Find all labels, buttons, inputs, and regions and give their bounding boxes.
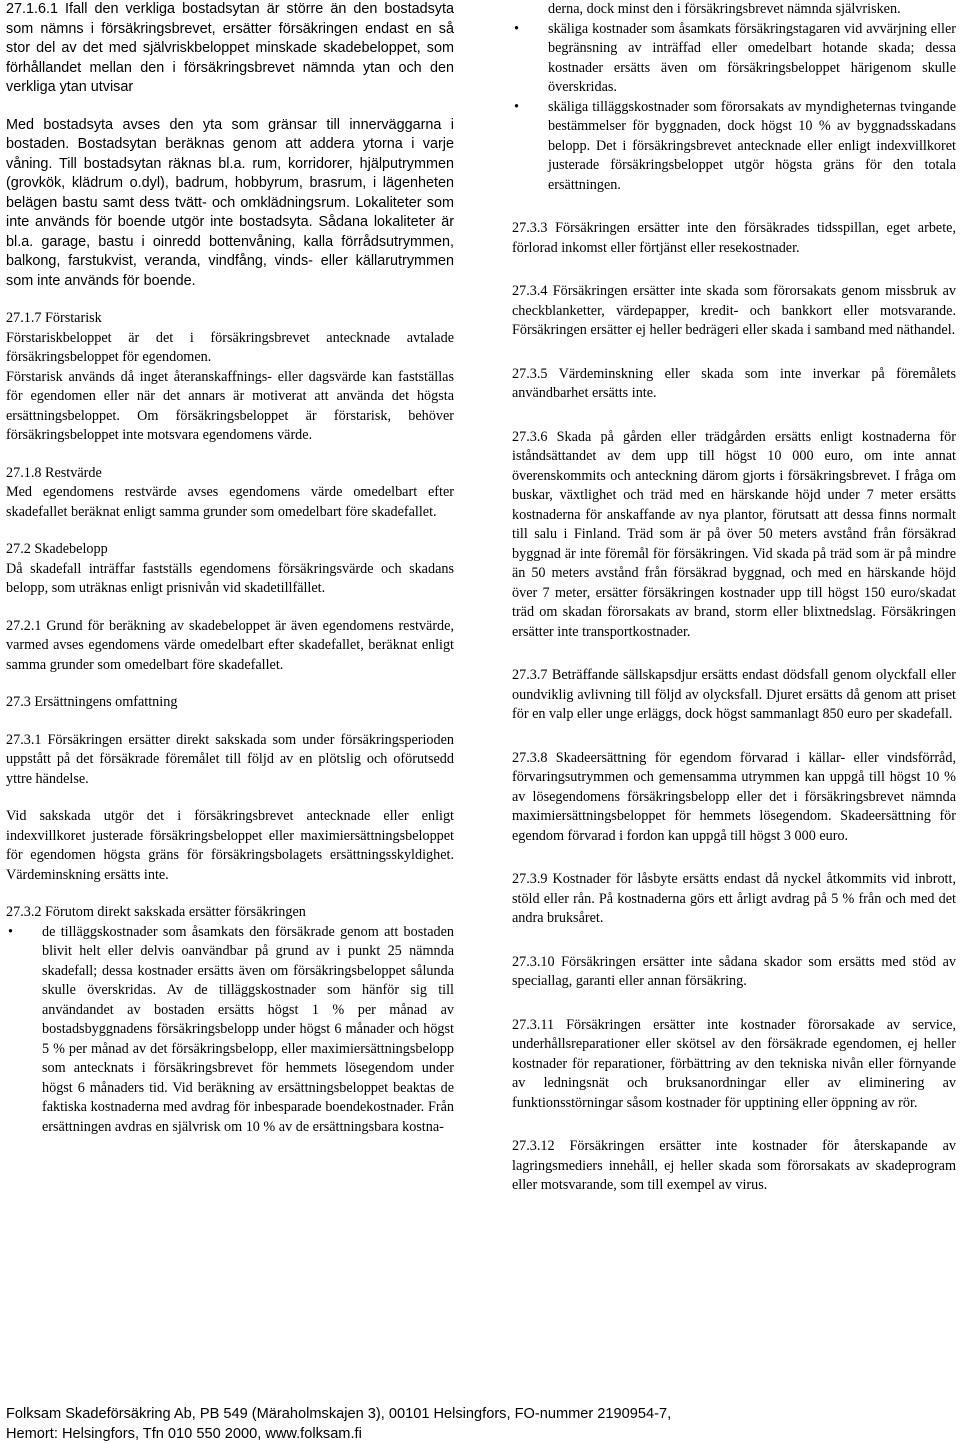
- paragraph-27-3-2: 27.3.2 Förutom direkt sakskada ersätter försäkringen: [6, 904, 306, 920]
- paragraph-27-3-3: 27.3.3 Försäkringen ersätter inte den försäkrades tidsspillan, eget arbete, förlorad inkomst eller förtjänst eller resekostnader.: [512, 220, 956, 256]
- paragraph-27-3-12: 27.3.12 Försäkringen ersätter inte kostnader för återskapande av lagringsmediers innehåll, ej heller skada som förorsakats av skadeprogram eller motsvarande, som till exempel av virus.: [512, 1138, 956, 1193]
- list-item: [512, 20, 956, 98]
- heading-27-1-7: 27.1.7 Förstarisk: [6, 310, 102, 326]
- right-column: [512, 0, 956, 1196]
- bullet-icon: •: [514, 20, 519, 37]
- list-item: [6, 923, 454, 1138]
- list-item-text: skäliga kostnader som åsamkats försäkringstagaren vid avvärjning eller begränsning av inträffad eller omedelbart hotande skada; dessa kostnader ersätts även om försäkringsbeloppet härigenom skulle överskridas.: [548, 20, 956, 95]
- heading-27-3: 27.3 Ersättningens omfattning: [6, 694, 178, 710]
- paragraph-27-1-6-1: 27.1.6.1 Ifall den verkliga bostadsytan är större än den bostadsyta som nämns i försäkringsbrevet, ersätter försäkringen endast en så stor del av det med självriskbeloppet minskade skadebeloppet, som förhållandet mellan den i försäkringsbrevet nämnda ytan och den verkliga ytan utvisar: [6, 1, 454, 95]
- paragraph-27-3-1-b: Vid sakskada utgör det i försäkringsbrevet antecknade eller enligt indexvillkoret justerade försäkringsbeloppet eller maximiersättningsbeloppet för egendomen högsta gräns för försäkringsbolagets ersättningsskyldighet. Värdeminskning ersätts inte.: [6, 808, 454, 883]
- list-item-text: skäliga tilläggskostnader som förorsakats av myndigheternas tvingande bestämmelser för byggnaden, dock högst 10 % av byggnadsskadans belopp. Det i försäkringsbrevet antecknade eller enligt indexvillkoret justerade försäkringsbeloppet utgör högsta gräns för den totala ersättningen.: [548, 98, 956, 193]
- paragraph-27-3-8: 27.3.8 Skadeersättning för egendom förvarad i källar- eller vindsförråd, förvaringsutrymmen och gemensamma utrymmen kan uppgå till högst 10 % av lösegendomens försäkringsbelopp eller det i försäkringsbrevet nämnda maximiersättningsbeloppet för hemmets lösegendom. Skadeersättning för egendom förvarad i fordon kan uppgå till högst 3 000 euro.: [512, 749, 956, 844]
- page-footer: [6, 1404, 956, 1444]
- paragraph-27-1-7-b: Förstarisk används då inget återanskaffnings- eller dagsvärde kan fastställas för egendomen eller när det annars är motiverat att använda det högsta ersättningsbeloppet. Om försäkringsbeloppet är förstarisk, behöver försäkringsbeloppet inte motsvara egendomens värde.: [6, 368, 454, 443]
- paragraph-27-3-11: 27.3.11 Försäkringen ersätter inte kostnader förorsakade av service, underhållsreparationer eller skötsel av den försäkrade egendomen, ej heller kostnader för reparationer, förbättring av den tekniska nivån eller förnyande av ledningsnät och bruksanordningar eller av eliminering av funktionsstörningar såsom kostnader för upptining eller öppning av rör.: [512, 1016, 956, 1111]
- list-item-text: derna, dock minst den i försäkringsbrevet nämnda självrisken.: [548, 1, 901, 17]
- bullet-icon: •: [514, 98, 519, 115]
- paragraph-27-3-6: 27.3.6 Skada på gården eller trädgården ersätts enligt kostnaderna för iståndsättandet av dem upp till högst 10 000 euro, om inte annat överenskommits och anteckning därom gjorts i försäkringsbrevet. I fråga om buskar, växtlighet och träd med en härskande höjd under 7 meter ersätts kostnaderna för anskaffande av nya plantor, förutsatt att dessa finns normalt till salu i Finland. Träd som är på över 50 meters avstånd från försäkrad byggnad är inte föremål för försäkringen. Vid skada på träd som är på mindre än 50 meters avstånd från försäkrad byggnad, och med en härskande höjd över 7 meter, ersätter försäkringen kostnader upp till högst 150 euro/skadat träd om skadan förorsakats av brand, storm eller blixtnedslag. Försäkringen ersätter inte transportkostnader.: [512, 428, 956, 640]
- paragraph-27-3-9: 27.3.9 Kostnader för låsbyte ersätts endast då nyckel åtkommits vid inbrott, stöld eller rån. På kostnaderna görs ett årligt avdrag på 5 % från och med det andra bruksåret.: [512, 871, 956, 926]
- bullet-icon: •: [8, 923, 13, 940]
- paragraph-27-1-8: Med egendomens restvärde avses egendomens värde omedelbart efter skadefallet beräknat enligt samma grunder som omedelbart före skadefallet.: [6, 484, 454, 520]
- paragraph-27-2-1: 27.2.1 Grund för beräkning av skadebeloppet är även egendomens restvärde, varmed avses egendomens värde omedelbart efter skadefallet, beräknat enligt samma grunder som omedelbart före skadefallet.: [6, 617, 454, 673]
- paragraph-27-2: Då skadefall inträffar fastställs egendomens försäkringsvärde och skadans belopp, som uträknas enligt prisnivån vid skadetillfället.: [6, 560, 454, 596]
- list-item-text: de tilläggskostnader som åsamkats den försäkrade genom att bostaden blivit helt eller delvis oanvändbar på grund av i punkt 25 nämnda skadefall; dessa kostnader ersätts även om försäkringsbeloppet sålunda skulle överskridas. Av de tilläggskostnader som hänför sig till användandet av bostaden ersätts högst 1 % per månad av bostadsbyggnadens försäkringsbelopp under högst 6 månader och högst 5 % per månad av det försäkringsbelopp, eller maximiersättningsbelopp som antecknats i försäkringsbrevet för hemmets lösegendom under högst 6 månaders tid. Vid beräkning av ersättningsbeloppet beaktas de faktiska kostnaderna med avdrag för inbesparade boendekostnader. Från ersättningen avdras en självrisk om 10 % av de ersättningsbara kostna-: [42, 923, 454, 1135]
- left-column: [6, 0, 454, 1137]
- paragraph-27-3-5: 27.3.5 Värdeminskning eller skada som inte inverkar på föremålets användbarhet ersätts inte.: [512, 365, 956, 401]
- heading-27-2: 27.2 Skadebelopp: [6, 541, 108, 557]
- paragraph-27-1-7-a: Förstariskbeloppet är det i försäkringsbrevet antecknade avtalade försäkringsbeloppet för egendomen.: [6, 329, 454, 365]
- footer-line-2: Hemort: Helsingfors, Tfn 010 550 2000, www.folksam.fi: [6, 1426, 362, 1442]
- heading-27-1-8: 27.1.8 Restvärde: [6, 464, 102, 481]
- footer-line-1: Folksam Skadeförsäkring Ab, PB 549 (Märaholmskajen 3), 00101 Helsingfors, FO-nummer 2190954-7,: [6, 1406, 672, 1422]
- paragraph-bostadsyta: Med bostadsyta avses den yta som gränsar till innerväggarna i bostaden. Bostadsytan beräknas genom att addera ytorna i varje våning. Till bostadsytan räknas bl.a. rum, korridorer, hjälputrymmen (grovkök, klädrum o.dyl), badrum, hobbyrum, brasrum, i lägenheten belägen bastu samt dess tvätt- och omklädningsrum. Lokaliteter som inte används för boende utgör inte bostadsyta. Sådana lokaliteter är bl.a. garage, bastu i oinredd bottenvåning, kalla förrådsutrymmen, balkong, farstukvist, veranda, vindfång, vinds- eller källarutrymmen som inte används för boende.: [6, 116, 454, 289]
- paragraph-27-3-4: 27.3.4 Försäkringen ersätter inte skada som förorsakats genom missbruk av checkblanketter, värdepapper, kredit- och bankkort eller motsvarande. Försäkringen ersätter ej heller bedrägeri eller skada i samband med näthandel.: [512, 283, 956, 338]
- bullet-list-27-3-2: [6, 923, 454, 1138]
- paragraph-27-3-1: 27.3.1 Försäkringen ersätter direkt sakskada som under försäkringsperioden uppstått på det försäkrade föremålet till följd av en plötslig och oförutsedd yttre händelse.: [6, 731, 454, 787]
- paragraph-27-3-7: 27.3.7 Beträffande sällskapsdjur ersätts endast dödsfall genom olyckfall eller oundviklig avlivning till följd av olycksfall. Djuret ersätts då genom att priset för en valp eller unge erläggs, dock högst sammanlagt 850 euro per skadefall.: [512, 667, 956, 722]
- paragraph-27-3-10: 27.3.10 Försäkringen ersätter inte sådana skador som ersätts med stöd av speciallag, garanti eller annan försäkring.: [512, 953, 956, 989]
- bullet-list-continued: [512, 0, 956, 195]
- list-item: [512, 0, 956, 20]
- list-item: [512, 98, 956, 196]
